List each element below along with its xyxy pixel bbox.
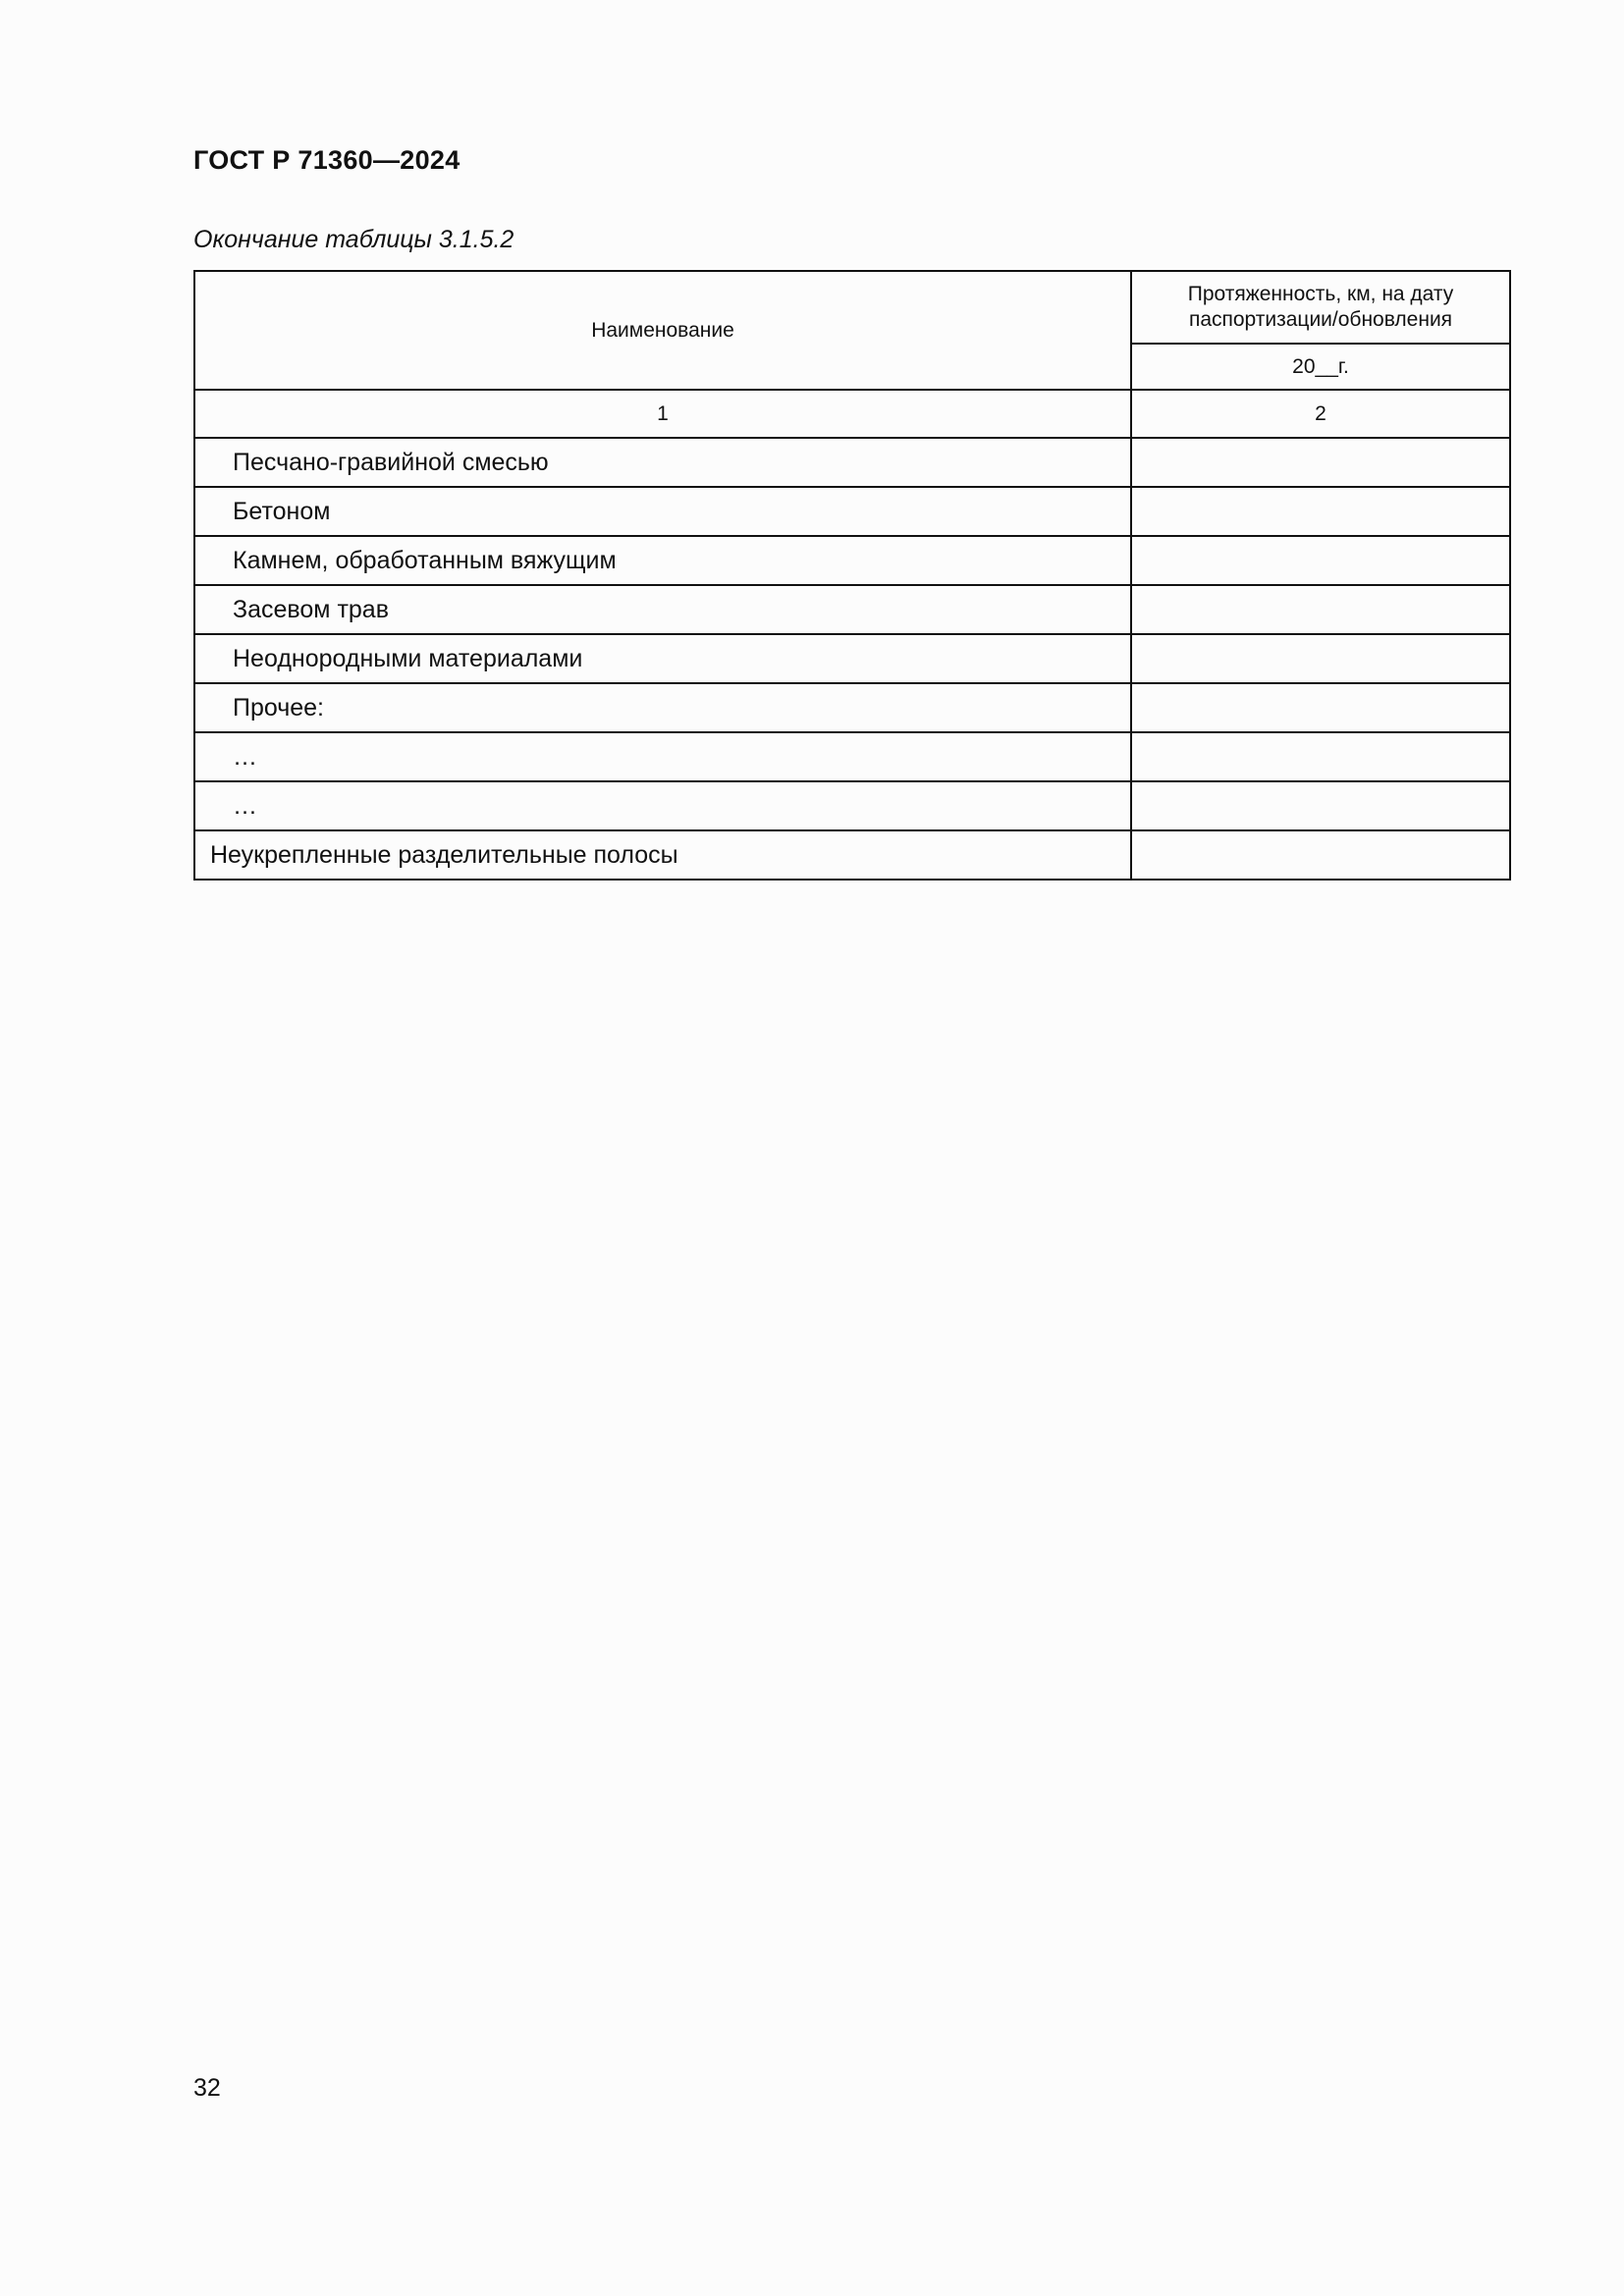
column-header-length: Протяженность, км, на дату паспортизации/обновления [1131,271,1510,344]
row-name: Неукрепленные разделительные полосы [194,830,1131,880]
document-code-header: ГОСТ Р 71360—2024 [193,145,460,175]
row-value [1131,830,1510,880]
row-value [1131,585,1510,634]
table-row [194,585,1510,634]
row-name: … [194,732,1131,781]
table-row [194,438,1510,487]
row-name: Камнем, обработанным вяжущим [194,536,1131,585]
table-row [194,830,1510,880]
table-row [194,781,1510,830]
row-value [1131,781,1510,830]
column-header-name: Наименование [194,271,1131,390]
table-row [194,683,1510,732]
row-value [1131,487,1510,536]
column-number-row [194,390,1510,438]
row-name: Бетоном [194,487,1131,536]
row-name: … [194,781,1131,830]
column-number-1: 1 [194,390,1131,438]
table-caption: Окончание таблицы 3.1.5.2 [193,226,514,253]
table-row [194,487,1510,536]
row-name: Прочее: [194,683,1131,732]
column-number-2: 2 [1131,390,1510,438]
table-row [194,536,1510,585]
data-table [193,270,1511,881]
row-value [1131,536,1510,585]
row-value [1131,732,1510,781]
row-value [1131,438,1510,487]
column-header-date: 20__г. [1131,344,1510,390]
table-row [194,634,1510,683]
row-value [1131,683,1510,732]
table-row [194,732,1510,781]
page-number: 32 [193,2074,221,2102]
row-name: Неоднородными материалами [194,634,1131,683]
table-header-row [194,271,1510,344]
row-name: Песчано-гравийной смесью [194,438,1131,487]
row-name: Засевом трав [194,585,1131,634]
row-value [1131,634,1510,683]
